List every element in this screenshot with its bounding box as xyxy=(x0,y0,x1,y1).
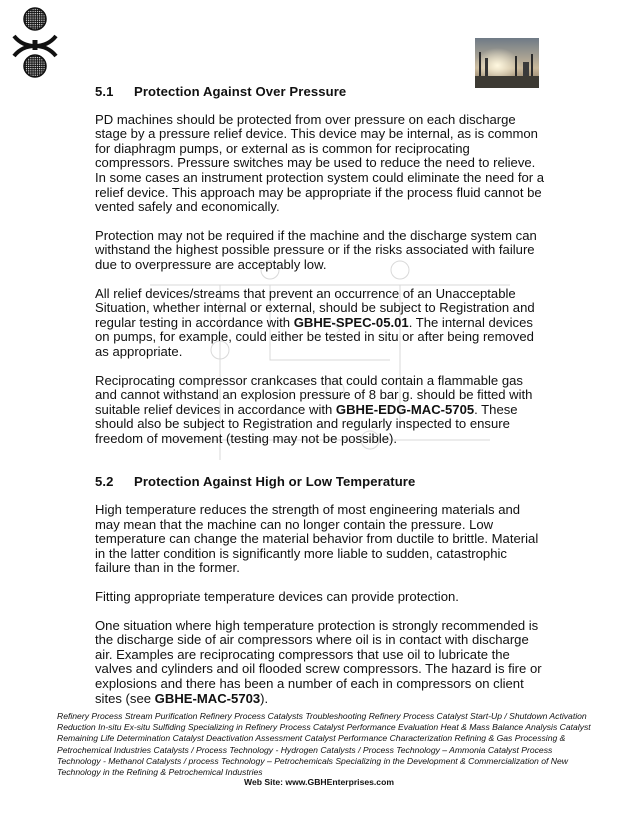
reference-code: GBHE-MAC-5703 xyxy=(154,690,261,706)
section-heading: 5.2 Protection Against High or Low Temperature xyxy=(95,474,416,490)
paragraph: Fitting appropriate temperature devices can provide protection. xyxy=(95,589,459,605)
reference-code: GBHE-EDG-MAC-5705 xyxy=(335,401,475,417)
footer-services-text: Refinery Process Stream Purification Refinery Process Catalysts Troubleshooting Refinery Process Catalyst Start-Up / Shutdown Activation Reduction In-situ Ex-situ Sulfiding Specializing in Refinery Process Catalyst Performance Evaluation Heat & Mass Balance Analysis Catalyst Remaining Life Determination Catalyst Deactivation Assessment Catalyst Performance Characterization Refining & Gas Processing & Petrochemical Industries Catalysts / Process Technology - Hydrogen Catalysts / Process Technology – Ammonia Catalyst Process Technology - Methanol Catalysts / process Technology – Petrochemicals Specializing in the Development & Commercialization of New Technology in the Refining & Petrochemical Industries xyxy=(57,711,591,778)
paragraph: High temperature reduces the strength of most engineering materials and may mean that the machine can no longer contain the pressure. Low temperature can change the material behavior from ductile to brittle. Material in the latter condition is significantly more liable to sudden, catastrophic failure than in the former. xyxy=(95,502,539,576)
reference-code: GBHE-SPEC-05.01 xyxy=(293,314,409,330)
company-logo-icon xyxy=(10,6,60,80)
document-body xyxy=(95,85,545,706)
paragraph: All relief devices/streams that prevent an occurrence of an Unacceptable Situation, whether internal or external, should be subject to Registration and regular testing in accordance with GBHE-SPEC-05.01. The internal devices on pumps, for example, could either be tested in situ or after being removed as appropriate. xyxy=(95,285,535,359)
refinery-photo-icon xyxy=(475,38,539,88)
paragraph: One situation where high temperature protection is strongly recommended is the discharge side of air compressors where oil is in contact with discharge air. Examples are reciprocating compressors that use oil to lubricate the valves and cylinders and oil flooded screw compressors. The hazard is fire or explosions and there has been a number of each in compressors on client sites (see GBHE-MAC-5703). xyxy=(95,617,542,706)
paragraph: PD machines should be protected from over pressure on each discharge stage by a pressure relief device. This device may be internal, as is common for diaphragm pumps, or external as is common for reciprocating compressors. Pressure switches may be used to reduce the need to relieve. In some cases an instrument protection system could eliminate the need for a relief device. This approach may be appropriate if the process fluid cannot be vented safely and economically. xyxy=(95,111,545,215)
paragraph: Protection may not be required if the machine and the discharge system can withstand the highest possible pressure or if the risks associated with failure due to overpressure are acceptably low. xyxy=(95,227,537,272)
paragraph: Reciprocating compressor crankcases that could contain a flammable gas and cannot withstand an explosion pressure of 8 bar g. should be fitted with suitable relief devices in accordance with GBHE-EDG-MAC-5705. These should also be subject to Registration and regularly inspected to ensure freedom of movement (testing may not be possible). xyxy=(95,372,533,446)
website-link[interactable]: Web Site: www.GBHEnterprises.com xyxy=(244,777,394,787)
section-heading: 5.1 Protection Against Over Pressure xyxy=(95,84,347,99)
